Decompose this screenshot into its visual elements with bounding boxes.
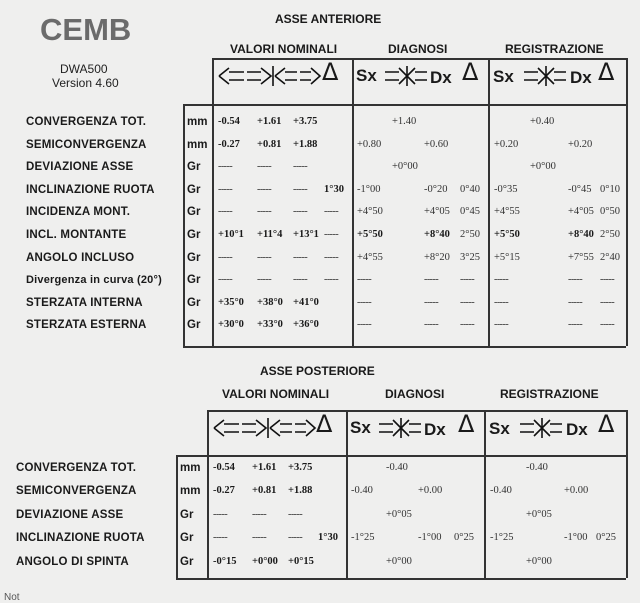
nominal-value: -0.27: [218, 138, 240, 150]
unit-label: Gr: [180, 508, 194, 521]
diag-value: -0.40: [490, 485, 512, 497]
nominal-arrows-icon: [217, 63, 322, 89]
diag-value: -0.40: [351, 485, 373, 497]
unit-label: Gr: [187, 274, 201, 287]
diagnosis-header: DIAGNOSI: [385, 387, 445, 401]
nominal-value: -0.54: [218, 116, 240, 127]
row-label: CONVERGENZA TOT.: [16, 462, 137, 474]
unit-label: Gr: [187, 161, 201, 174]
diag-value: -----: [424, 274, 439, 286]
nominal-value: -----: [257, 161, 272, 173]
nominal-value: +1.88: [288, 485, 313, 497]
row-label: STERZATA INTERNA: [26, 296, 143, 309]
nominal-value: -----: [218, 251, 233, 263]
diag-value: -1°00: [564, 532, 588, 544]
unit-left-border: [183, 104, 185, 346]
diag-value: -----: [600, 319, 615, 331]
diag-value: +0.00: [564, 485, 589, 497]
table-top-border: [207, 410, 626, 412]
nominal-value: -----: [324, 229, 339, 240]
reg-arrows-icon: [522, 63, 568, 89]
row-label: DEVIAZIONE ASSE: [16, 508, 124, 521]
nominal-value: -----: [218, 183, 233, 195]
nominal-value: +0°15: [288, 555, 314, 567]
delta-icon: Δ: [598, 410, 615, 438]
diag-value: -0.40: [526, 462, 548, 473]
diag-value: -----: [494, 274, 509, 286]
unit-label: Gr: [180, 555, 194, 568]
diag-value: -----: [424, 319, 439, 331]
nominal-header: VALORI NOMINALI: [230, 42, 338, 56]
unit-label: Gr: [180, 532, 194, 545]
row-label: SEMICONVERGENZA: [26, 138, 147, 151]
footer-text: Not: [4, 592, 20, 603]
row-label: INCIDENZA MONT.: [26, 206, 131, 219]
registration-header: REGISTRAZIONE: [505, 42, 604, 56]
unit-label: mm: [187, 138, 208, 151]
nominal-left-border: [207, 410, 209, 578]
nominal-value: -0°15: [213, 555, 237, 567]
nominal-value: +35°0: [218, 296, 244, 308]
diag-value: -----: [600, 274, 615, 286]
sx-label: Sx: [493, 67, 514, 86]
diag-value: -----: [494, 319, 509, 331]
nominal-value: -----: [252, 508, 267, 520]
nominal-value: +0.81: [252, 485, 277, 497]
diag-value: 0°10: [600, 183, 620, 195]
diag-value: +4°05: [568, 206, 594, 218]
reg-arrows-icon-wrap: [518, 415, 564, 441]
diagnosis-header: DIAGNOSI: [388, 42, 448, 56]
diag-value: 2°40: [600, 251, 620, 263]
diag-value: -1°00: [418, 532, 442, 544]
diag-value: -0.40: [386, 462, 408, 473]
diag-value: 0°25: [454, 532, 474, 544]
sx-label: Sx: [350, 418, 371, 437]
nominal-value: +13°1: [293, 229, 319, 240]
row-label: SEMICONVERGENZA: [16, 485, 137, 498]
section-title: ASSE POSTERIORE: [260, 364, 375, 378]
diag-value: 2°50: [460, 229, 480, 240]
row-label: ANGOLO INCLUSO: [26, 251, 135, 264]
nominal-left-border: [212, 58, 214, 346]
diag-value: +0°00: [530, 161, 556, 173]
diag-value: +0°00: [386, 555, 412, 567]
diag-value: +0°00: [392, 161, 418, 173]
nominal-value: +3.75: [293, 116, 318, 127]
brand-logo: CEMB: [40, 12, 132, 47]
nominal-value: +33°0: [257, 319, 283, 331]
reg-left-border: [488, 58, 490, 346]
diag-value: +0.20: [494, 138, 519, 150]
diag-value: +4°05: [424, 206, 450, 218]
unit-label: Gr: [187, 296, 201, 309]
diag-value: -----: [460, 274, 475, 286]
diag-value: 3°25: [460, 251, 480, 263]
table-bottom-border: [207, 578, 626, 580]
diag-value: +1.40: [392, 116, 417, 127]
diag-value: -0°20: [424, 183, 448, 195]
nominal-value: -----: [293, 161, 308, 173]
diag-arrows-icon-wrap: [377, 415, 423, 441]
diag-value: 2°50: [600, 229, 620, 240]
nominal-value: +3.75: [288, 462, 313, 473]
unit-label: mm: [180, 485, 201, 498]
diag-value: +4°50: [357, 206, 383, 218]
diag-value: +0.20: [568, 138, 593, 150]
row-label: CONVERGENZA TOT.: [26, 116, 147, 128]
table-right-border: [626, 58, 628, 346]
dx-label: Dx: [430, 68, 452, 87]
diag-value: -----: [460, 296, 475, 308]
nominal-value: -----: [218, 161, 233, 173]
unit-label: Gr: [187, 319, 201, 332]
delta-icon: Δ: [458, 410, 475, 438]
registration-header: REGISTRAZIONE: [500, 387, 599, 401]
diag-value: +0.00: [418, 485, 443, 497]
diag-value: -----: [568, 296, 583, 308]
diag-value: 0°40: [460, 183, 480, 195]
diag-value: +5°50: [494, 229, 520, 240]
nominal-value: -----: [257, 274, 272, 286]
nominal-value: -----: [257, 206, 272, 218]
table-right-border: [626, 410, 628, 578]
diag-arrows-icon: [383, 63, 429, 89]
delta-icon: Δ: [316, 410, 333, 438]
diag-value: +8°40: [568, 229, 594, 240]
diag-value: +0.60: [424, 138, 449, 150]
nominal-value: -----: [213, 508, 228, 520]
nominal-value: +0.81: [257, 138, 282, 150]
diag-value: +0.80: [357, 138, 382, 150]
nominal-value: +1.88: [293, 138, 318, 150]
diag-value: +0.40: [530, 116, 555, 127]
row-label: INCLINAZIONE RUOTA: [16, 532, 145, 545]
diag-value: +4°55: [357, 251, 383, 263]
diag-value: -----: [357, 319, 372, 331]
nominal-value: -----: [288, 508, 303, 520]
nominal-value: +38°0: [257, 296, 283, 308]
diag-value: -1°25: [490, 532, 514, 544]
diag-value: 0°25: [596, 532, 616, 544]
unit-top-border: [183, 104, 212, 106]
diag-left-border: [346, 410, 348, 578]
diag-value: 0°50: [600, 206, 620, 218]
diag-value: -----: [600, 296, 615, 308]
nominal-value: 1°30: [324, 183, 344, 195]
nominal-value: 1°30: [318, 532, 338, 544]
diag-value: -1°00: [357, 183, 381, 195]
nominal-value: -----: [218, 206, 233, 218]
diag-value: +0°05: [386, 508, 412, 520]
nominal-arrows-icon-wrap: [217, 63, 322, 89]
diag-value: +4°55: [494, 206, 520, 218]
nominal-value: -0.27: [213, 485, 235, 497]
reg-left-border: [484, 410, 486, 578]
diag-value: +0°05: [526, 508, 552, 520]
diag-value: -----: [357, 274, 372, 286]
sx-label: Sx: [489, 419, 510, 438]
nominal-value: -0.54: [213, 462, 235, 473]
row-label: Divergenza in curva (20°): [26, 274, 162, 287]
header-divider: [212, 104, 626, 106]
unit-label: Gr: [187, 229, 201, 241]
diag-value: -----: [424, 296, 439, 308]
diag-left-border: [352, 58, 354, 346]
dx-label: Dx: [570, 68, 592, 87]
dx-label: Dx: [566, 420, 588, 439]
nominal-header: VALORI NOMINALI: [222, 387, 330, 401]
nominal-value: -----: [257, 183, 272, 195]
nominal-value: -----: [324, 251, 339, 263]
nominal-value: +0°00: [252, 555, 278, 567]
diag-value: -----: [494, 296, 509, 308]
nominal-value: -----: [293, 274, 308, 286]
diag-value: +8°20: [424, 251, 450, 263]
delta-icon: Δ: [322, 58, 339, 86]
nominal-value: -----: [293, 251, 308, 263]
nominal-value: +10°1: [218, 229, 244, 240]
unit-bottom-border: [176, 578, 207, 580]
nominal-value: -----: [213, 532, 228, 544]
row-label: STERZATA ESTERNA: [26, 319, 147, 332]
version-label: Version 4.60: [52, 76, 119, 90]
nominal-value: -----: [324, 206, 339, 218]
unit-label: Gr: [187, 183, 201, 196]
nominal-arrows-icon: [212, 415, 317, 441]
table-bottom-border: [212, 346, 626, 348]
nominal-value: +30°0: [218, 319, 244, 331]
row-label: INCL. MONTANTE: [26, 229, 127, 241]
row-label: ANGOLO DI SPINTA: [16, 555, 129, 568]
unit-top-border: [176, 455, 207, 457]
nominal-value: -----: [252, 532, 267, 544]
diag-value: -----: [568, 274, 583, 286]
diag-value: -----: [460, 319, 475, 331]
diag-value: -0°35: [494, 183, 518, 195]
diag-value: -----: [357, 296, 372, 308]
nominal-arrows-icon-wrap: [212, 415, 317, 441]
delta-icon: Δ: [598, 58, 615, 86]
diag-value: +7°55: [568, 251, 594, 263]
nominal-value: -----: [288, 532, 303, 544]
row-label: INCLINAZIONE RUOTA: [26, 183, 155, 196]
diag-value: -0°45: [568, 183, 592, 195]
nominal-value: -----: [257, 251, 272, 263]
unit-label: Gr: [187, 206, 201, 219]
unit-bottom-border: [183, 346, 212, 348]
nominal-value: -----: [293, 206, 308, 218]
diag-value: +5°50: [357, 229, 383, 240]
nominal-value: +1.61: [252, 462, 277, 473]
nominal-value: +1.61: [257, 116, 282, 127]
unit-left-border: [176, 455, 178, 578]
diag-value: -----: [568, 319, 583, 331]
nominal-value: -----: [218, 274, 233, 286]
diag-arrows-icon: [377, 415, 423, 441]
table-top-border: [212, 58, 626, 60]
unit-label: Gr: [187, 251, 201, 264]
nominal-value: +11°4: [257, 229, 283, 240]
dx-label: Dx: [424, 420, 446, 439]
reg-arrows-icon-wrap: [522, 63, 568, 89]
diag-value: +5°15: [494, 251, 520, 263]
nominal-value: -----: [324, 274, 339, 286]
reg-arrows-icon: [518, 415, 564, 441]
nominal-value: +41°0: [293, 296, 319, 308]
diag-value: +0°00: [526, 555, 552, 567]
nominal-value: -----: [293, 183, 308, 195]
unit-label: mm: [187, 116, 208, 128]
diag-value: -1°25: [351, 532, 375, 544]
nominal-value: +36°0: [293, 319, 319, 331]
unit-label: mm: [180, 462, 201, 474]
row-label: DEVIAZIONE ASSE: [26, 161, 134, 174]
model-name: DWA500: [60, 62, 108, 76]
sx-label: Sx: [356, 66, 377, 85]
delta-icon: Δ: [462, 58, 479, 86]
diag-value: 0°45: [460, 206, 480, 218]
diag-arrows-icon-wrap: [383, 63, 429, 89]
diag-value: +8°40: [424, 229, 450, 240]
section-title: ASSE ANTERIORE: [275, 12, 382, 26]
header-divider: [207, 455, 626, 457]
